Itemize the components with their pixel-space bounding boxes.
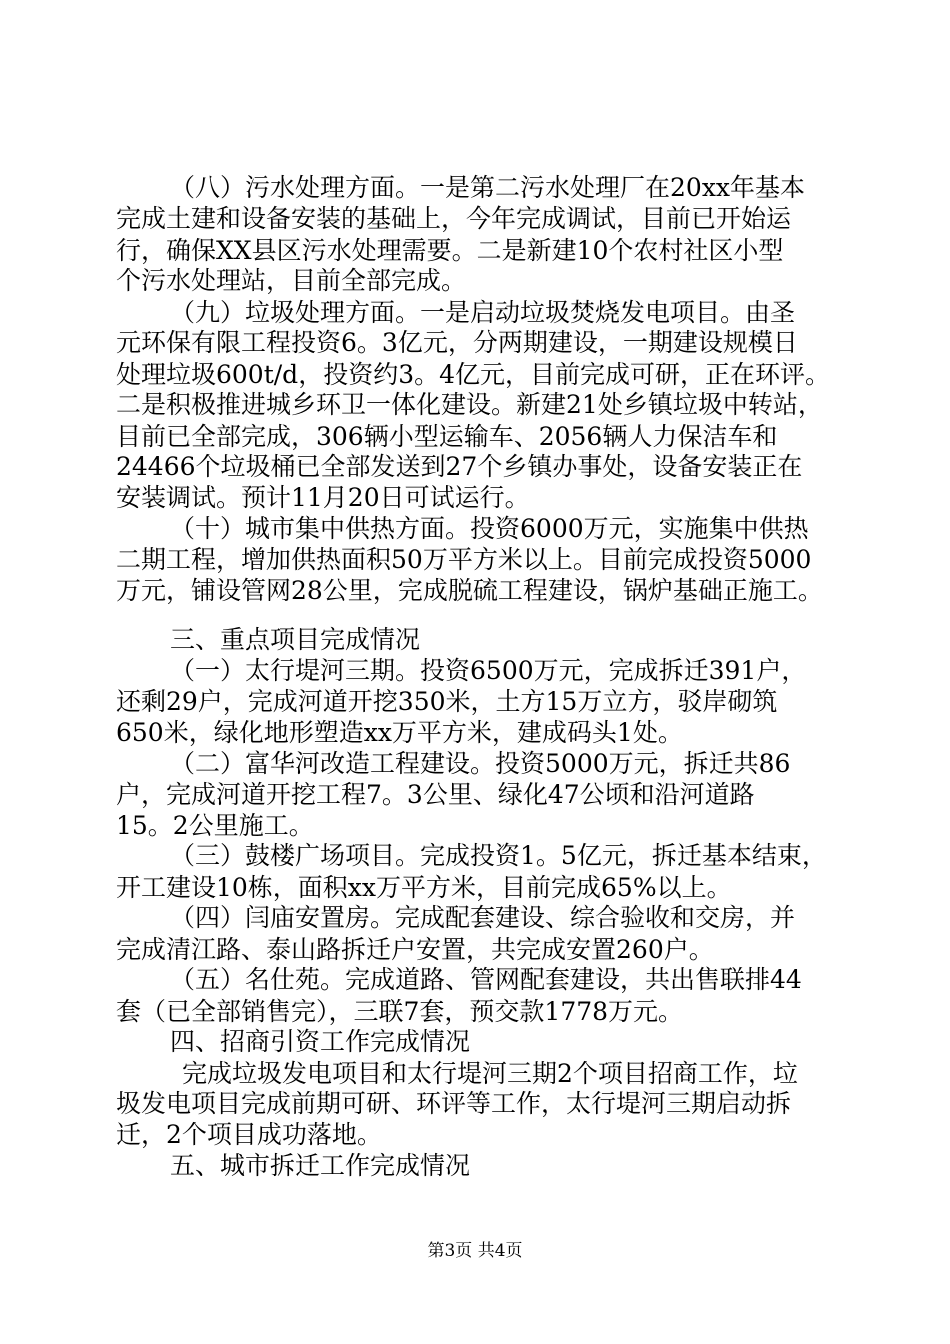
paragraph-line: 万元，铺设管网28公里，完成脱硫工程建设，锅炉基础正施工。 — [116, 576, 823, 605]
paragraph-line: 15。2公里施工。 — [116, 811, 314, 840]
paragraph-line: 完成土建和设备安装的基础上，今年完成调试，目前已开始运 — [116, 204, 792, 233]
section-heading: 三、重点项目完成情况 — [170, 625, 421, 654]
paragraph-line: （四）闫庙安置房。完成配套建设、综合验收和交房，并 — [170, 903, 796, 932]
paragraph-line: 开工建设10栋，面积xx万平方米，目前完成65%以上。 — [116, 873, 732, 902]
paragraph-line: 迁，2个项目成功落地。 — [116, 1120, 382, 1149]
paragraph-line: 目前已全部完成，306辆小型运输车、2056辆人力保洁车和 — [116, 422, 778, 451]
paragraph-line: （一）太行堤河三期。投资6500万元，完成拆迁391户， — [170, 656, 807, 685]
paragraph-line: （八）污水处理方面。一是第二污水处理厂在20xx年基本 — [170, 173, 806, 202]
paragraph-line: 行，确保XX县区污水处理需要。二是新建10个农村社区小型 — [116, 236, 784, 265]
paragraph-line: 处理垃圾600t/d，投资约3。4亿元，目前完成可研，正在环评。 — [116, 360, 831, 389]
paragraph-line: 完成清江路、泰山路拆迁户安置，共完成安置260户。 — [116, 935, 714, 964]
paragraph-line: （三）鼓楼广场项目。完成投资1。5亿元，拆迁基本结束， — [170, 841, 827, 870]
paragraph-line: （十）城市集中供热方面。投资6000万元，实施集中供热 — [170, 514, 809, 543]
paragraph-line: 24466个垃圾桶已全部发送到27个乡镇办事处，设备安装正在 — [116, 452, 803, 481]
paragraph-line: 安装调试。预计11月20日可试运行。 — [116, 483, 530, 512]
paragraph-line: 二是积极推进城乡环卫一体化建设。新建21处乡镇垃圾中转站， — [116, 390, 823, 419]
paragraph-line: 套（已全部销售完），三联7套，预交款1778万元。 — [116, 997, 684, 1026]
section-heading: 四、招商引资工作完成情况 — [170, 1027, 471, 1056]
paragraph-line: 650米，绿化地形塑造xx万平方米，建成码头1处。 — [116, 718, 683, 747]
paragraph-line: 完成垃圾发电项目和太行堤河三期2个项目招商工作，垃 — [182, 1059, 798, 1088]
section-heading: 五、城市拆迁工作完成情况 — [170, 1151, 471, 1180]
paragraph-line: 二期工程，增加供热面积50万平方米以上。目前完成投资5000 — [116, 545, 812, 574]
paragraph-line: 还剩29户，完成河道开挖350米，土方15万立方，驳岸砌筑 — [116, 687, 778, 716]
paragraph-line: 圾发电项目完成前期可研、环评等工作，太行堤河三期启动拆 — [116, 1089, 792, 1118]
paragraph-line: 元环保有限工程投资6。3亿元，分两期建设，一期建设规模日 — [116, 328, 798, 357]
page-footer: 第3页 共4页 — [427, 1241, 523, 1261]
paragraph-line: 个污水处理站，目前全部完成。 — [116, 266, 467, 295]
paragraph-line: 户，完成河道开挖工程7。3公里、绿化47公顷和沿河道路 — [116, 780, 755, 809]
paragraph-line: （二）富华河改造工程建设。投资5000万元，拆迁共86 — [170, 749, 791, 778]
paragraph-line: （五）名仕苑。完成道路、管网配套建设，共出售联排44 — [170, 965, 802, 994]
paragraph-line: （九）垃圾处理方面。一是启动垃圾焚烧发电项目。由圣 — [170, 298, 796, 327]
